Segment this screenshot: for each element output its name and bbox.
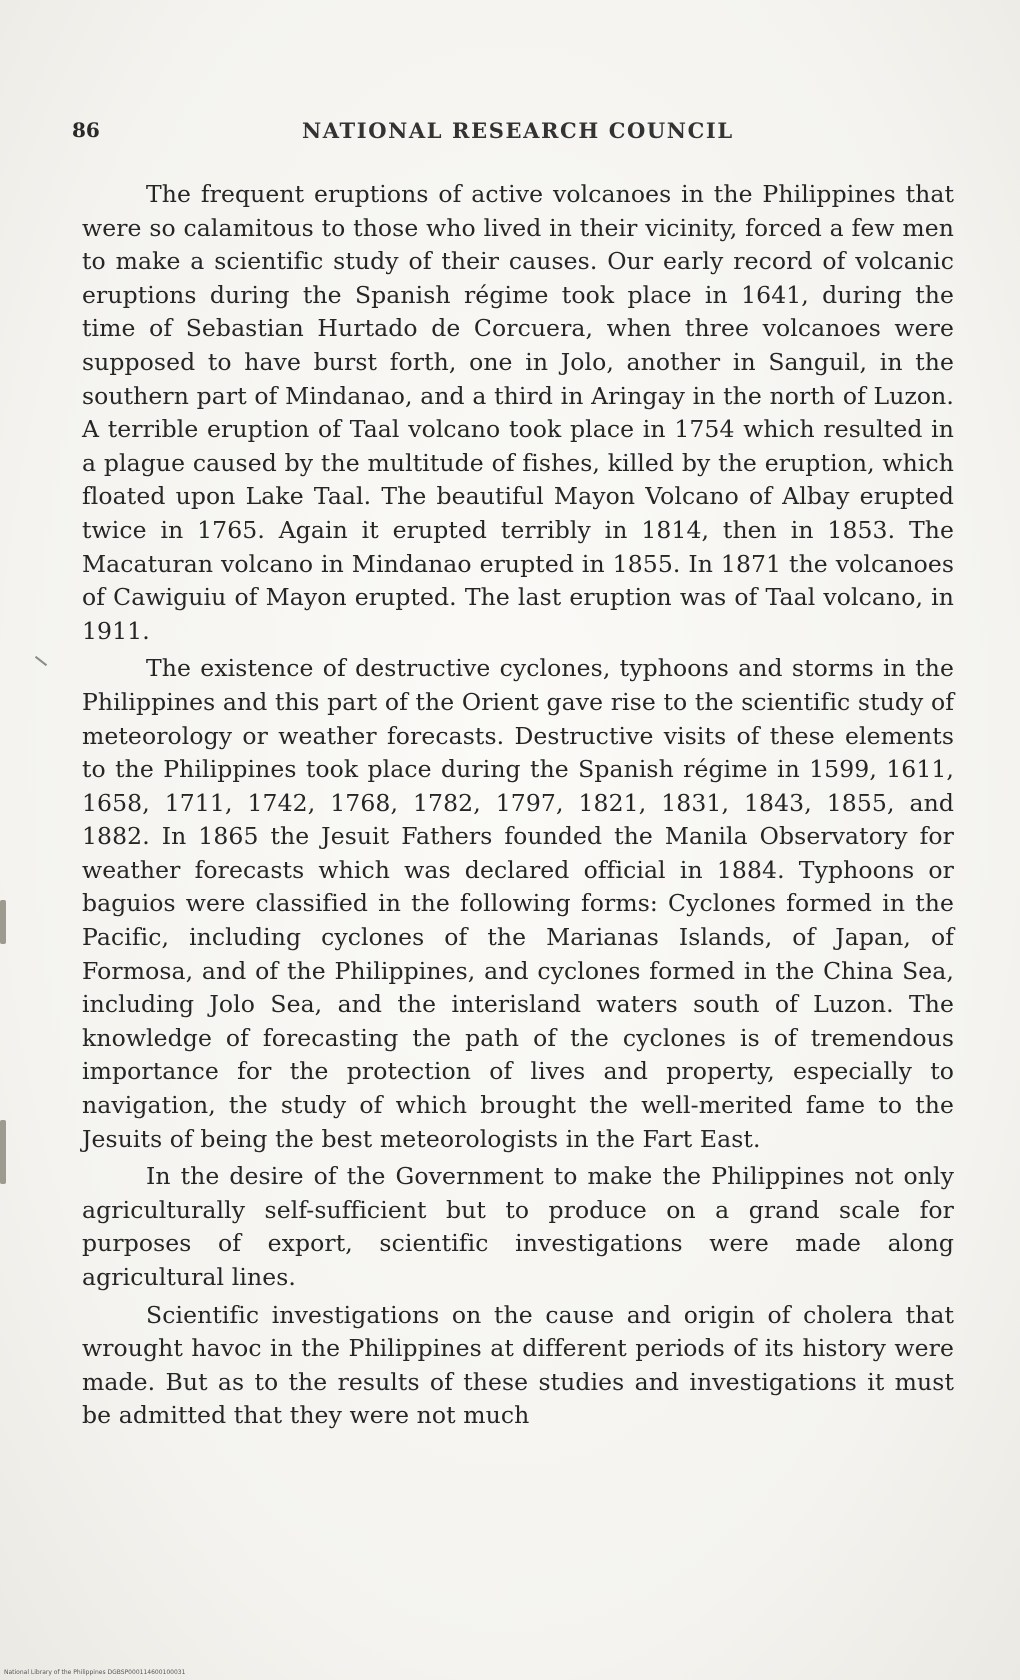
scan-edge-mark-lower xyxy=(0,1120,6,1184)
body-text xyxy=(82,178,954,1435)
margin-tick-mark xyxy=(35,656,47,666)
scan-footer-label: National Library of the Philippines DGBSP000114600100031 xyxy=(4,1669,186,1676)
scan-edge-mark-upper xyxy=(0,900,6,944)
paragraph-agriculture: In the desire of the Government to make the Philippines not only agriculturally self-sufficient but to produce on a grand scale for purposes of export, scientific investigations were made along agricultural lines. xyxy=(82,1162,954,1291)
page-header xyxy=(72,112,952,152)
running-head: NATIONAL RESEARCH COUNCIL xyxy=(302,118,734,143)
paragraph-volcanoes: The frequent eruptions of active volcanoes in the Philippines that were so calamitous to those who lived in their vicinity, forced a few men to make a scientific study of their causes. Our early record of volcanic eruptions during the Spanish régime took place in 1641, during the time of Sebastian Hurtado de Corcuera, when three volcanoes were supposed to have burst forth, one in Jolo, another in Sanguil, in the southern part of Mindanao, and a third in Aringay in the north of Luzon. A terrible eruption of Taal volcano took place in 1754 which resulted in a plague caused by the multitude of fishes, killed by the eruption, which floated upon Lake Taal. The beautiful Mayon Volcano of Albay erupted twice in 1765. Again it erupted terribly in 1814, then in 1853. The Macaturan volcano in Mindanao erupted in 1855. In 1871 the volcanoes of Cawiguiu of Mayon erupted. The last eruption was of Taal volcano, in 1911. xyxy=(82,180,954,645)
paragraph-cholera: Scientific investigations on the cause and origin of cholera that wrought havoc in the Philippines at different periods of its history were made. But as to the results of these studies and investigations it must be admitted that they were not much xyxy=(82,1300,954,1430)
page-number: 86 xyxy=(72,118,100,142)
paragraph-cyclones: The existence of destructive cyclones, typhoons and storms in the Philippines and this part of the Orient gave rise to the scientific study of meteorology or weather forecasts. Destructive visits of these elements to the Philippines took place during the Spanish régime in 1599, 1611, 1658, 1711, 1742, 1768, 1782, 1797, 1821, 1831, 1843, 1855, and 1882. In 1865 the Jesuit Fathers founded the Manila Observatory for weather forecasts which was declared official in 1884. Typhoons or baguios were classified in the following forms: Cyclones formed in the Pacific, including cyclones of the Marianas Islands, of Japan, of Formosa, and of the Philippines, and cyclones formed in the China Sea, including Jolo Sea, and the interisland waters south of Luzon. The knowledge of forecasting the path of the cyclones is of tremendous importance for the protection of lives and property, especially to navigation, the study of which brought the well-merited fame to the Jesuits of being the best meteorologists in the Fart East. xyxy=(82,654,954,1153)
